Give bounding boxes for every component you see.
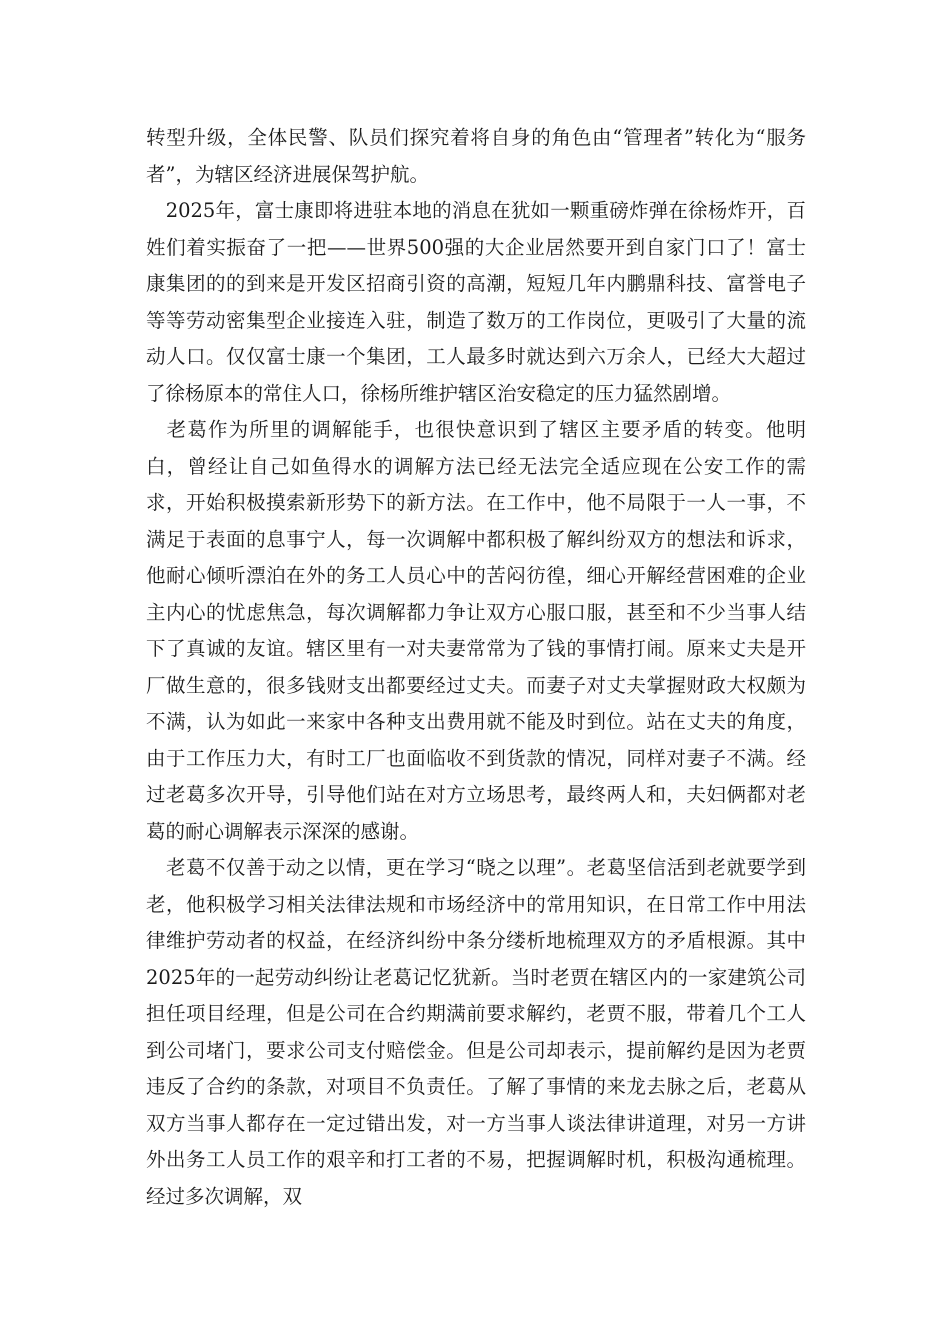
paragraph-4: 老葛不仅善于动之以情，更在学习“晓之以理”。老葛坚信活到老就要学到老，他积极学习相关法律法规和市场经济中的常用知识，在日常工作中用法律维护劳动者的权益，在经济纠纷中条分缕析地梳理双方的矛盾根源。其中2025年的一起劳动纠纷让老葛记忆犹新。当时老贾在辖区内的一家建筑公司担任项目经理，但是公司在合约期满前要求解约，老贾不服，带着几个工人到公司堵门，要求公司支付赔偿金。但是公司却表示，提前解约是因为老贾违反了合约的条款，对项目不负责任。了解了事情的来龙去脉之后，老葛从双方当事人都存在一定过错出发，对一方当事人谈法律讲道理，对另一方讲外出务工人员工作的艰辛和打工者的不易，把握调解时机，积极沟通梳理。经过多次调解，双 (146, 856, 806, 1208)
document-body (146, 120, 806, 1215)
paragraph-3: 老葛作为所里的调解能手，也很快意识到了辖区主要矛盾的转变。他明白，曾经让自己如鱼得水的调解方法已经无法完全适应现在公安工作的需求，开始积极摸索新形势下的新方法。在工作中，他不局限于一人一事，不满足于表面的息事宁人，每一次调解中都积极了解纠纷双方的想法和诉求，他耐心倾听漂泊在外的务工人员心中的苦闷彷徨，细心开解经营困难的企业主内心的忧虑焦急，每次调解都力争让双方心服口服，甚至和不少当事人结下了真诚的友谊。辖区里有一对夫妻常常为了钱的事情打闹。原来丈夫是开厂做生意的，很多钱财支出都要经过丈夫。而妻子对丈夫掌握财政大权颇为不满，认为如此一来家中各种支出费用就不能及时到位。站在丈夫的角度，由于工作压力大，有时工厂也面临收不到货款的情况，同样对妻子不满。经过老葛多次开导，引导他们站在对方立场思考，最终两人和，夫妇俩都对老葛的耐心调解表示深深的感谢。 (146, 418, 806, 843)
paragraph-2: 2025年，富士康即将进驻本地的消息在犹如一颗重磅炸弹在徐杨炸开，百姓们着实振奋了一把——世界500强的大企业居然要开到自家门口了！富士康集团的的到来是开发区招商引资的高潮，短短几年内鹏鼎科技、富誉电子等等劳动密集型企业接连入驻，制造了数万的工作岗位，更吸引了大量的流动人口。仅仅富士康一个集团，工人最多时就达到六万余人，已经大大超过了徐杨原本的常住人口，徐杨所维护辖区治安稳定的压力猛然剧增。 (146, 199, 806, 405)
paragraph-1: 转型升级，全体民警、队员们探究着将自身的角色由“管理者”转化为“服务者”，为辖区经济进展保驾护航。 (146, 126, 806, 186)
